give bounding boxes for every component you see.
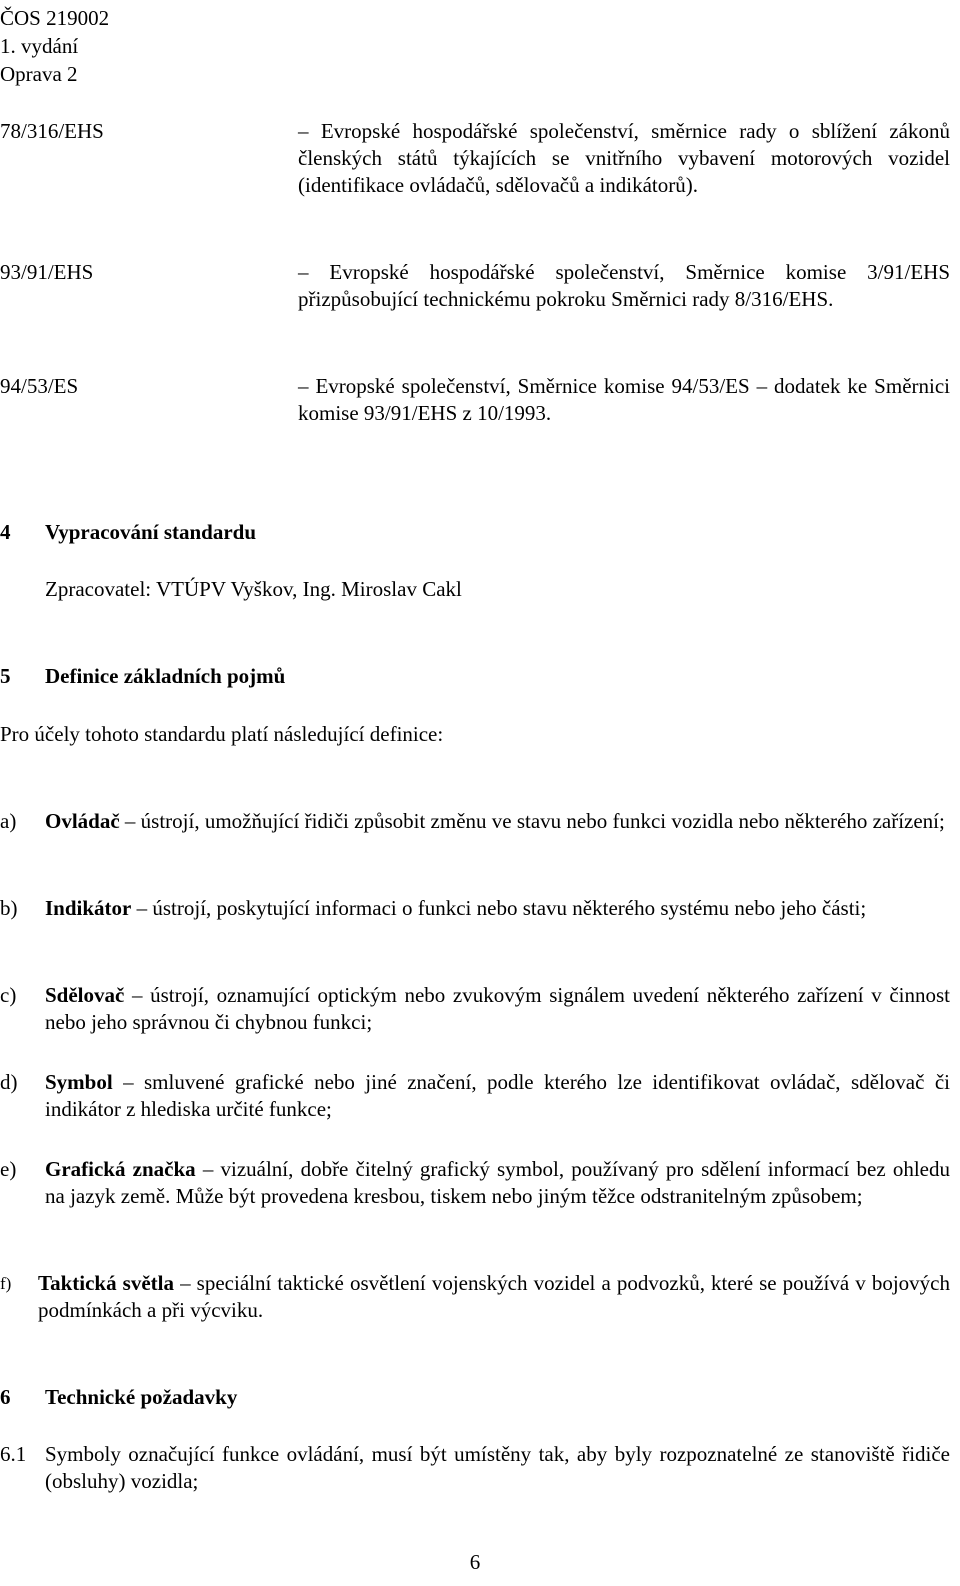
section-number: 5 [0, 664, 11, 688]
section-title: Vypracování standardu [45, 520, 257, 544]
section-title: Definice základních pojmů [45, 664, 286, 688]
section-5-heading [0, 663, 950, 691]
item-body [45, 895, 950, 922]
item-term: Symbol [45, 1070, 113, 1094]
item-term: Taktická světla [38, 1271, 174, 1295]
section-title: Technické požadavky [45, 1385, 238, 1409]
document-header [0, 4, 109, 88]
clause-text: Symboly označující funkce ovládání, musí být umístěny tak, aby byly rozpoznatelné ze stanoviště řidiče (obsluhy) vozidla; [45, 1442, 950, 1493]
ref-dash: – [298, 119, 309, 143]
item-term: Ovládač [45, 809, 120, 833]
item-text: – smluvené grafické nebo jiné značení, podle kterého lze identifikovat ovládač, sdělovač či indikátor z hlediska určité funkce; [45, 1070, 950, 1121]
section-6-heading [0, 1384, 950, 1412]
ref-dash: – [298, 374, 309, 398]
section-number: 6 [0, 1385, 11, 1409]
ref-dash: – [298, 260, 309, 284]
page-number: 6 [469, 1550, 481, 1574]
edition: 1. vydání [0, 34, 79, 58]
item-label: b) [0, 896, 18, 920]
clause-number: 6.1 [0, 1442, 27, 1466]
standard-code: ČOS 219002 [0, 6, 110, 30]
item-term: Grafická značka [45, 1157, 196, 1181]
ref-desc-2: – Evropské hospodářské společenství, Směrnice komise 3/91/EHS přizpůsobující technickému pokroku Směrnici rady 8/316/EHS. [298, 260, 950, 311]
item-text: – vizuální, dobře čitelný grafický symbol, používaný pro sdělení informací bez ohledu na jazyk země. Může být provedena kresbou, tiskem nebo jiným těžce odstranitelným způsobem; [45, 1157, 950, 1208]
ref-desc-1: – Evropské hospodářské společenství, směrnice rady o sblížení zákonů členských států týkajících se vnitřního vybavení motorových vozidel (identifikace ovládačů, sdělovačů a indikátorů). [298, 119, 950, 197]
requirement-6-1 [0, 1441, 950, 1497]
item-label: a) [0, 809, 17, 833]
ref-code-3: 94/53/ES [0, 374, 79, 398]
ref-desc-3: – Evropské společenství, Směrnice komise 94/53/ES – dodatek ke Směrnici komise 93/91/EHS z 10/1993. [298, 374, 950, 425]
item-label: d) [0, 1070, 18, 1094]
item-text: – ústrojí, oznamující optickým nebo zvukovým signálem uvedení některého zařízení v činnost nebo jeho správnou či chybnou funkci; [45, 983, 950, 1034]
definition-item [0, 982, 950, 1038]
item-body [45, 1069, 950, 1123]
item-body [45, 808, 950, 835]
definition-item [0, 1156, 950, 1240]
ref-code-2: 93/91/EHS [0, 260, 94, 284]
section-4-heading [0, 519, 950, 547]
definition-item [0, 1069, 950, 1125]
definition-item [0, 808, 950, 864]
item-body [45, 982, 950, 1036]
item-text: – speciální taktické osvětlení vojenských vozidel a podvozků, které se používá v bojových podmínkách a při výcviku. [38, 1271, 950, 1322]
item-term: Indikátor [45, 896, 132, 920]
definition-item [0, 1270, 950, 1326]
section-number: 4 [0, 520, 11, 544]
item-body [45, 1156, 950, 1210]
item-text: – ústrojí, poskytující informaci o funkci nebo stavu některého systému nebo jeho části; [131, 896, 867, 920]
item-label: f) [0, 1274, 12, 1293]
definition-item [0, 895, 950, 951]
item-text: – ústrojí, umožňující řidiči způsobit změnu ve stavu nebo funkci vozidla nebo některého zařízení; [119, 809, 945, 833]
definitions-intro: Pro účely tohoto standardu platí následující definice: [0, 722, 444, 746]
item-label: e) [0, 1157, 17, 1181]
item-body [38, 1270, 950, 1324]
author-line: Zpracovatel: VTÚPV Vyškov, Ing. Miroslav Cakl [45, 577, 462, 601]
amendment: Oprava 2 [0, 62, 78, 86]
item-label: c) [0, 983, 17, 1007]
item-term: Sdělovač [45, 983, 125, 1007]
ref-code-1: 78/316/EHS [0, 119, 104, 143]
